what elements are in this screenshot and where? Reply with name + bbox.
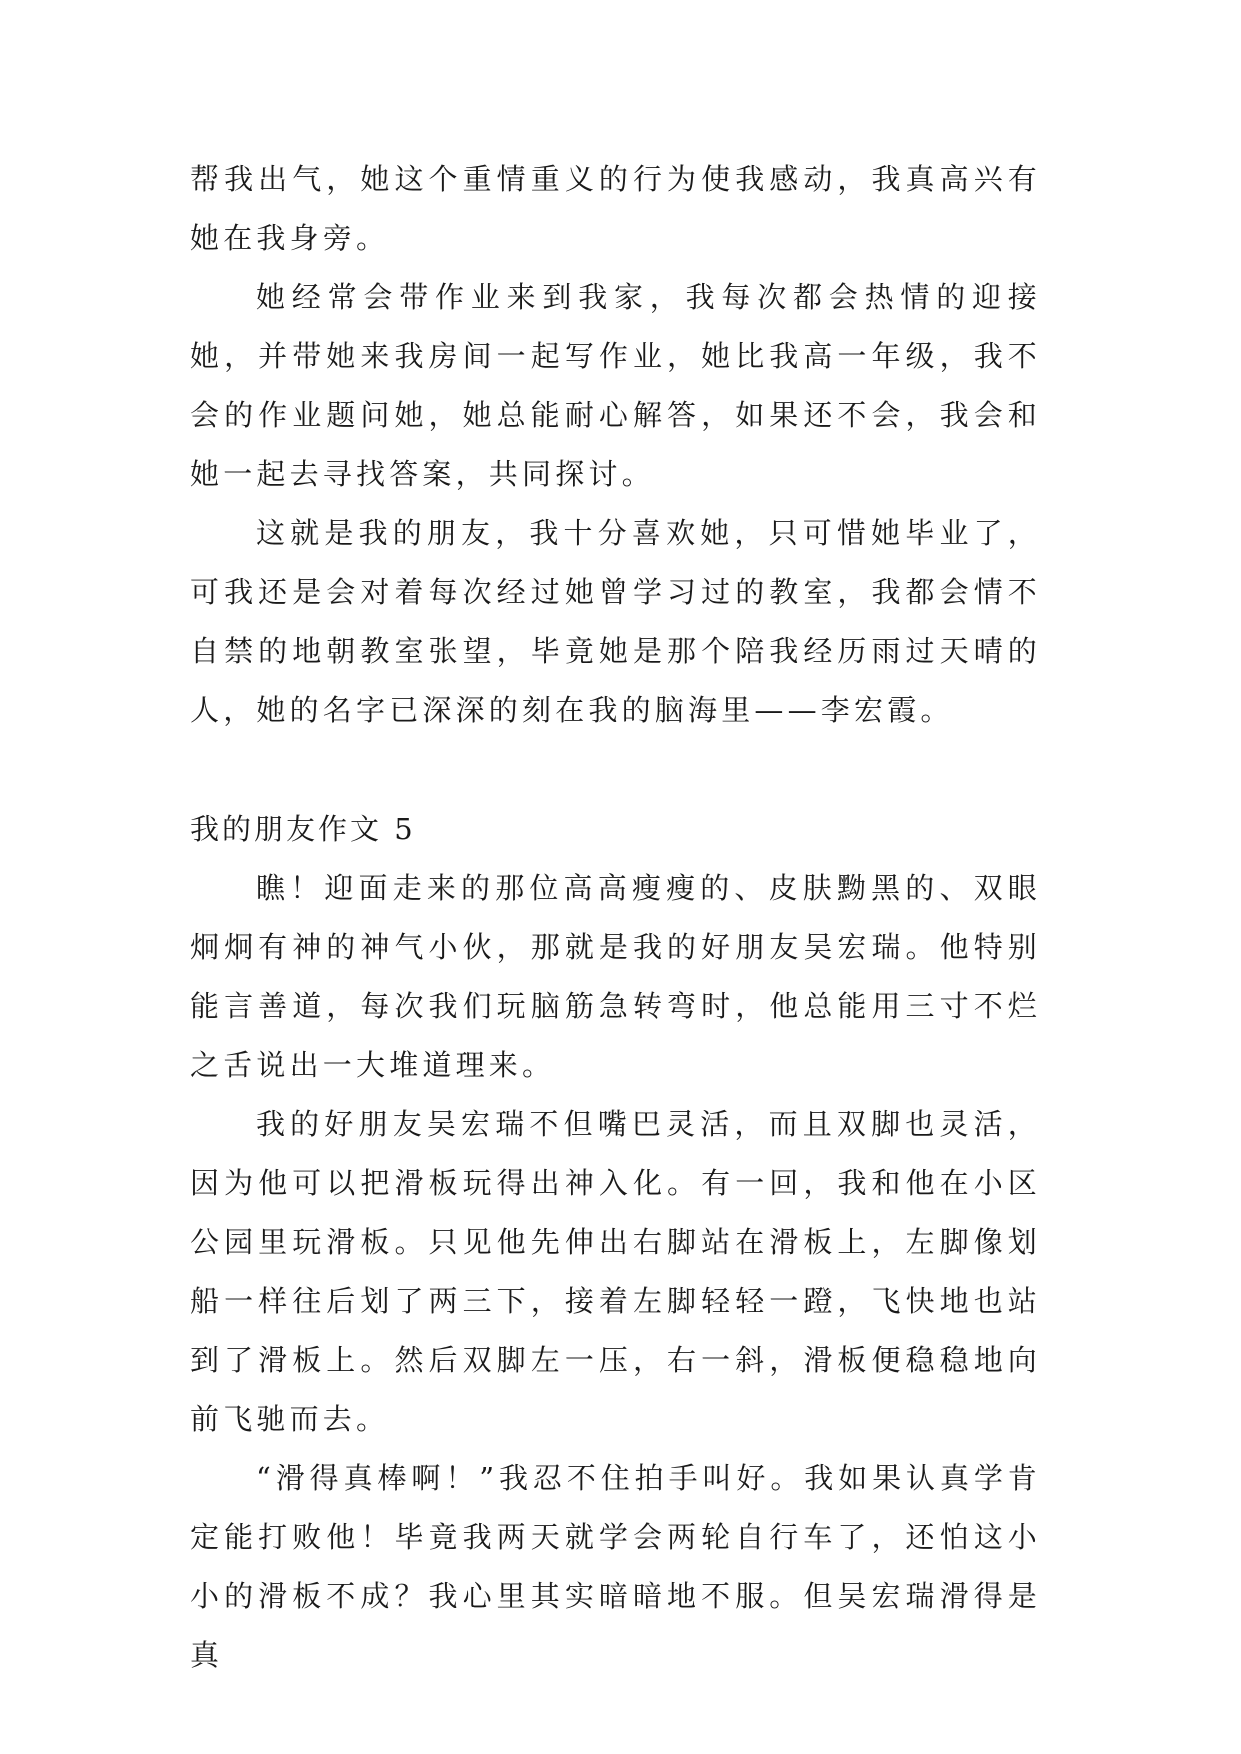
paragraph-praise: “滑得真棒啊！”我忍不住拍手叫好。我如果认真学肯定能打败他！毕竟我两天就学会两轮自行车了，还怕这小小的滑板不成？我心里其实暗暗地不服。但吴宏瑞滑得是真 (190, 1461, 1041, 1672)
paragraph-skateboard: 我的好朋友吴宏瑞不但嘴巴灵活，而且双脚也灵活，因为他可以把滑板玩得出神入化。有一回，我和他在小区公园里玩滑板。只见他先伸出右脚站在滑板上，左脚像划船一样往后划了两三下，接着左脚轻轻一蹬，飞快地也站到了滑板上。然后双脚左一压，右一斜，滑板便稳稳地向前飞驰而去。 (190, 1107, 1041, 1436)
essay-heading: 我的朋友作文 5 (190, 812, 416, 846)
paragraph-continuation: 帮我出气，她这个重情重义的行为使我感动，我真高兴有她在我身旁。 (190, 162, 1041, 255)
paragraph-intro: 瞧！迎面走来的那位高高瘦瘦的、皮肤黝黑的、双眼炯炯有神的神气小伙，那就是我的好朋友吴宏瑞。他特别能言善道，每次我们玩脑筋急转弯时，他总能用三寸不烂之舌说出一大堆道理来。 (190, 871, 1041, 1082)
paragraph-homework: 她经常会带作业来到我家，我每次都会热情的迎接她，并带她来我房间一起写作业，她比我高一年级，我不会的作业题问她，她总能耐心解答，如果还不会，我会和她一起去寻找答案，共同探讨。 (190, 280, 1041, 491)
paragraph-conclusion: 这就是我的朋友，我十分喜欢她，只可惜她毕业了，可我还是会对着每次经过她曾学习过的教室，我都会情不自禁的地朝教室张望，毕竟她是那个陪我经历雨过天晴的人，她的名字已深深的刻在我的脑海里——李宏霞。 (190, 516, 1041, 727)
